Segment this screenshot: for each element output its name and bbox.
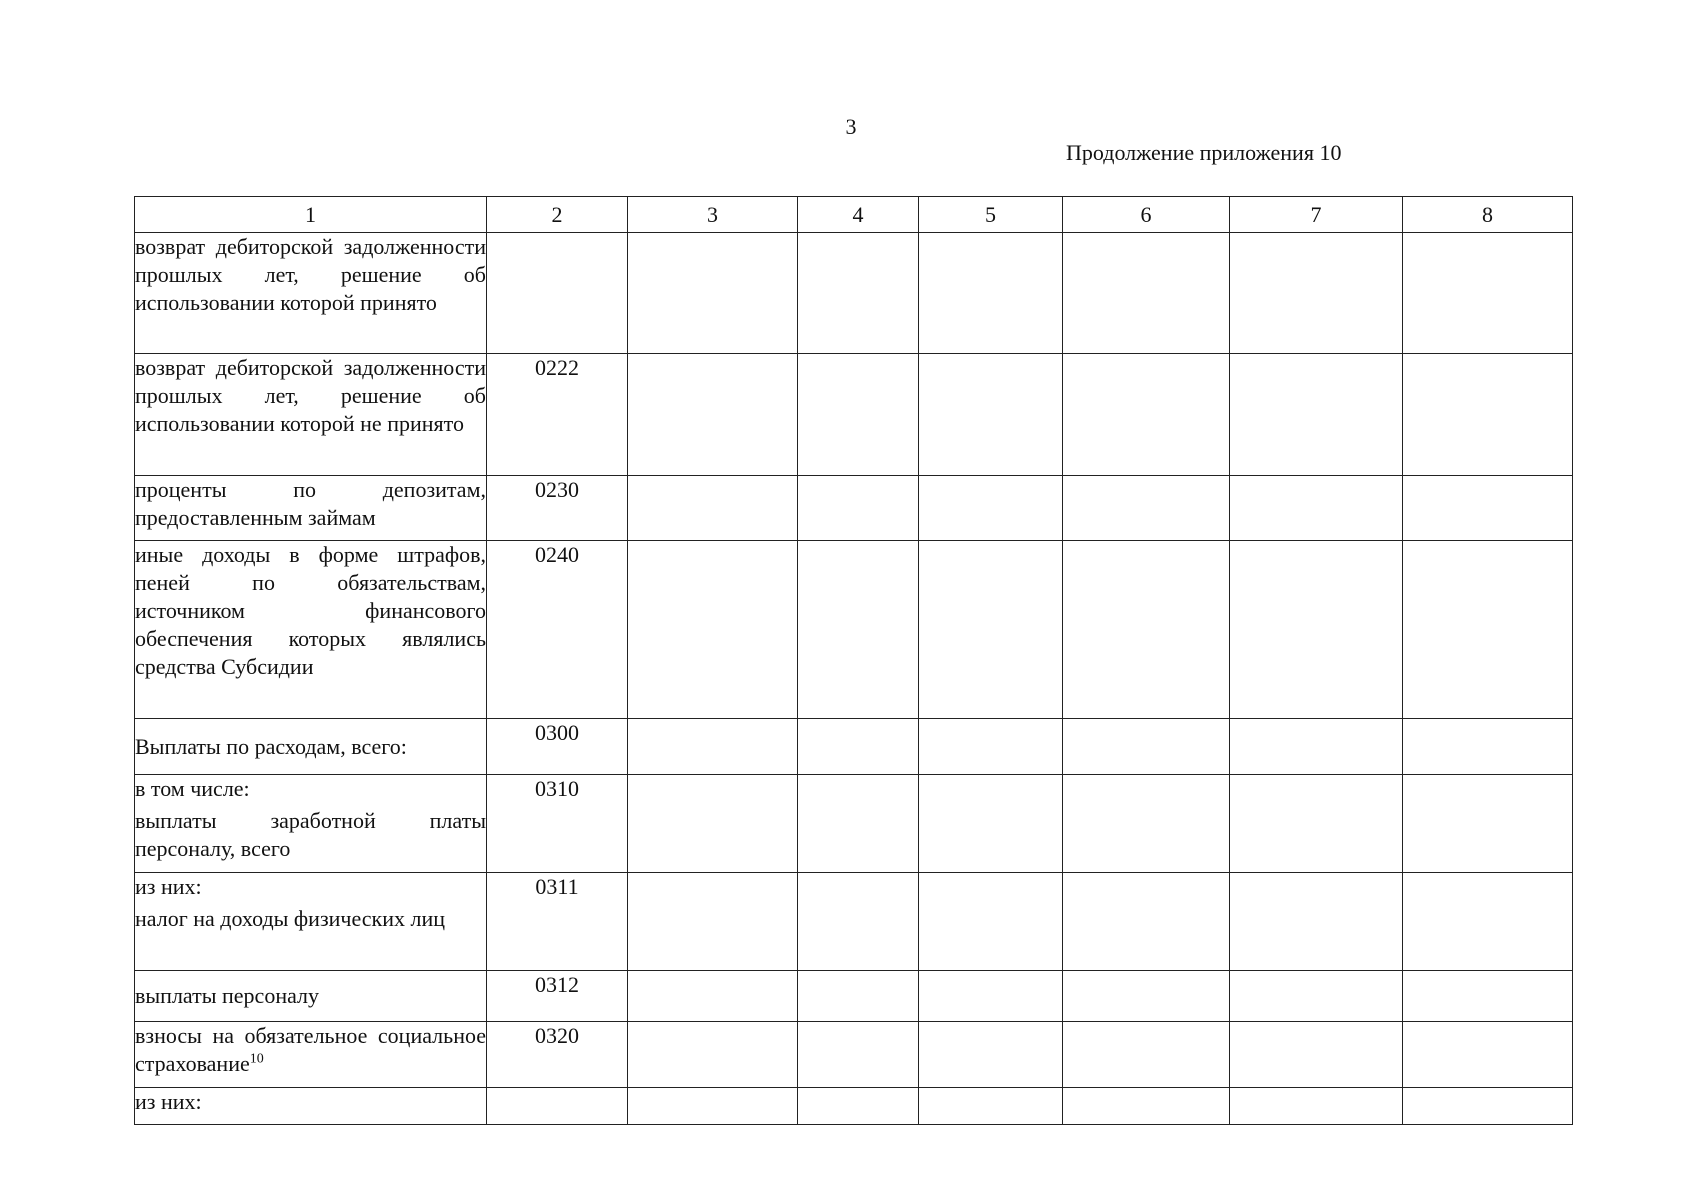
table-row	[135, 476, 1573, 541]
data-cell	[1403, 775, 1573, 873]
row-label-text	[135, 1022, 486, 1078]
data-cell	[1230, 1088, 1403, 1125]
data-cell	[1063, 719, 1230, 775]
row-label-text: возврат дебиторской задолженности прошлых лет, решение об использовании которой не принято	[135, 355, 486, 436]
row-label-text: выплаты заработной платы персоналу, всего	[135, 808, 486, 861]
data-cell	[628, 775, 798, 873]
table-row	[135, 1088, 1573, 1125]
data-cell	[1230, 354, 1403, 476]
data-cell	[628, 233, 798, 354]
data-cell	[628, 354, 798, 476]
data-cell	[1063, 354, 1230, 476]
data-cell	[1063, 1088, 1230, 1125]
data-cell	[919, 354, 1063, 476]
data-cell	[1230, 1022, 1403, 1088]
data-cell	[798, 476, 919, 541]
data-cell	[919, 233, 1063, 354]
column-number: 2	[487, 197, 628, 233]
data-cell	[1230, 971, 1403, 1022]
data-cell	[919, 1022, 1063, 1088]
data-cell	[919, 971, 1063, 1022]
column-number: 1	[135, 197, 487, 233]
row-code: 0240	[487, 541, 628, 719]
data-cell	[1063, 971, 1230, 1022]
row-code: 0311	[487, 873, 628, 971]
row-label-text: из них:	[135, 874, 202, 899]
row-label-text: иные доходы в форме штрафов, пеней по обязательствам, источником финансового обеспечения которых являлись средства Субсидии	[135, 542, 486, 679]
row-label	[135, 873, 487, 971]
data-cell	[1063, 476, 1230, 541]
table-row	[135, 233, 1573, 354]
data-cell	[798, 971, 919, 1022]
data-cell	[1230, 476, 1403, 541]
data-cell	[1403, 873, 1573, 971]
column-number: 3	[628, 197, 798, 233]
row-label	[135, 541, 487, 719]
data-cell	[1403, 719, 1573, 775]
data-cell	[1063, 541, 1230, 719]
page-number: 3	[845, 114, 857, 139]
data-cell	[1230, 233, 1403, 354]
row-label	[135, 476, 487, 541]
data-cell	[798, 775, 919, 873]
data-cell	[798, 1022, 919, 1088]
data-cell	[919, 719, 1063, 775]
row-label	[135, 233, 487, 354]
row-label-text: возврат дебиторской задолженности прошлых лет, решение об использовании которой принято	[135, 234, 486, 315]
row-label	[135, 971, 487, 1022]
data-cell	[919, 541, 1063, 719]
column-number-row	[135, 197, 1573, 233]
data-cell	[1063, 873, 1230, 971]
row-label-text: выплаты персоналу	[135, 983, 320, 1008]
column-number: 7	[1230, 197, 1403, 233]
data-cell	[798, 873, 919, 971]
row-code	[487, 233, 628, 354]
data-cell	[628, 873, 798, 971]
data-cell	[1403, 354, 1573, 476]
row-code: 0222	[487, 354, 628, 476]
table-row	[135, 1022, 1573, 1088]
data-cell	[798, 719, 919, 775]
row-label	[135, 1022, 487, 1088]
row-code: 0310	[487, 775, 628, 873]
row-label-text: в том числе:	[135, 776, 250, 801]
data-cell	[1063, 233, 1230, 354]
data-cell	[1063, 1022, 1230, 1088]
row-label	[135, 1088, 487, 1125]
row-code: 0312	[487, 971, 628, 1022]
table-row	[135, 719, 1573, 775]
data-cell	[1230, 775, 1403, 873]
column-number: 8	[1403, 197, 1573, 233]
row-label-text: из них:	[135, 1089, 202, 1114]
column-number: 5	[919, 197, 1063, 233]
row-label	[135, 719, 487, 775]
table-row	[135, 354, 1573, 476]
data-cell	[628, 1088, 798, 1125]
data-cell	[798, 541, 919, 719]
row-code: 0230	[487, 476, 628, 541]
table-row	[135, 775, 1573, 873]
row-code: 0320	[487, 1022, 628, 1088]
data-cell	[1403, 541, 1573, 719]
row-label-text: налог на доходы физических лиц	[135, 906, 446, 931]
data-cell	[628, 541, 798, 719]
row-code	[487, 1088, 628, 1125]
data-cell	[919, 476, 1063, 541]
row-label-text-body: взносы на обязательное социальное страхование	[135, 1023, 486, 1076]
data-cell	[919, 775, 1063, 873]
data-cell	[628, 476, 798, 541]
data-cell	[1230, 719, 1403, 775]
footnote-marker: 10	[249, 1051, 264, 1067]
data-cell	[1403, 1022, 1573, 1088]
data-cell	[798, 354, 919, 476]
column-number: 6	[1063, 197, 1230, 233]
row-label	[135, 775, 487, 873]
data-cell	[628, 1022, 798, 1088]
row-code: 0300	[487, 719, 628, 775]
data-cell	[1063, 775, 1230, 873]
data-cell	[1230, 541, 1403, 719]
data-cell	[919, 873, 1063, 971]
appendix-continuation-note: Продолжение приложения 10	[1066, 140, 1342, 165]
data-cell	[1403, 971, 1573, 1022]
table-row	[135, 873, 1573, 971]
row-label	[135, 354, 487, 476]
data-cell	[919, 1088, 1063, 1125]
data-cell	[1403, 476, 1573, 541]
data-cell	[798, 1088, 919, 1125]
data-cell	[1230, 873, 1403, 971]
row-label-text: Выплаты по расходам, всего:	[135, 733, 407, 759]
table-row	[135, 541, 1573, 719]
table-row	[135, 971, 1573, 1022]
report-table	[134, 196, 1573, 1125]
data-cell	[798, 233, 919, 354]
row-label-text: проценты по депозитам, предоставленным займам	[135, 477, 486, 530]
data-cell	[1403, 1088, 1573, 1125]
column-number: 4	[798, 197, 919, 233]
data-cell	[628, 971, 798, 1022]
data-cell	[1403, 233, 1573, 354]
data-cell	[628, 719, 798, 775]
